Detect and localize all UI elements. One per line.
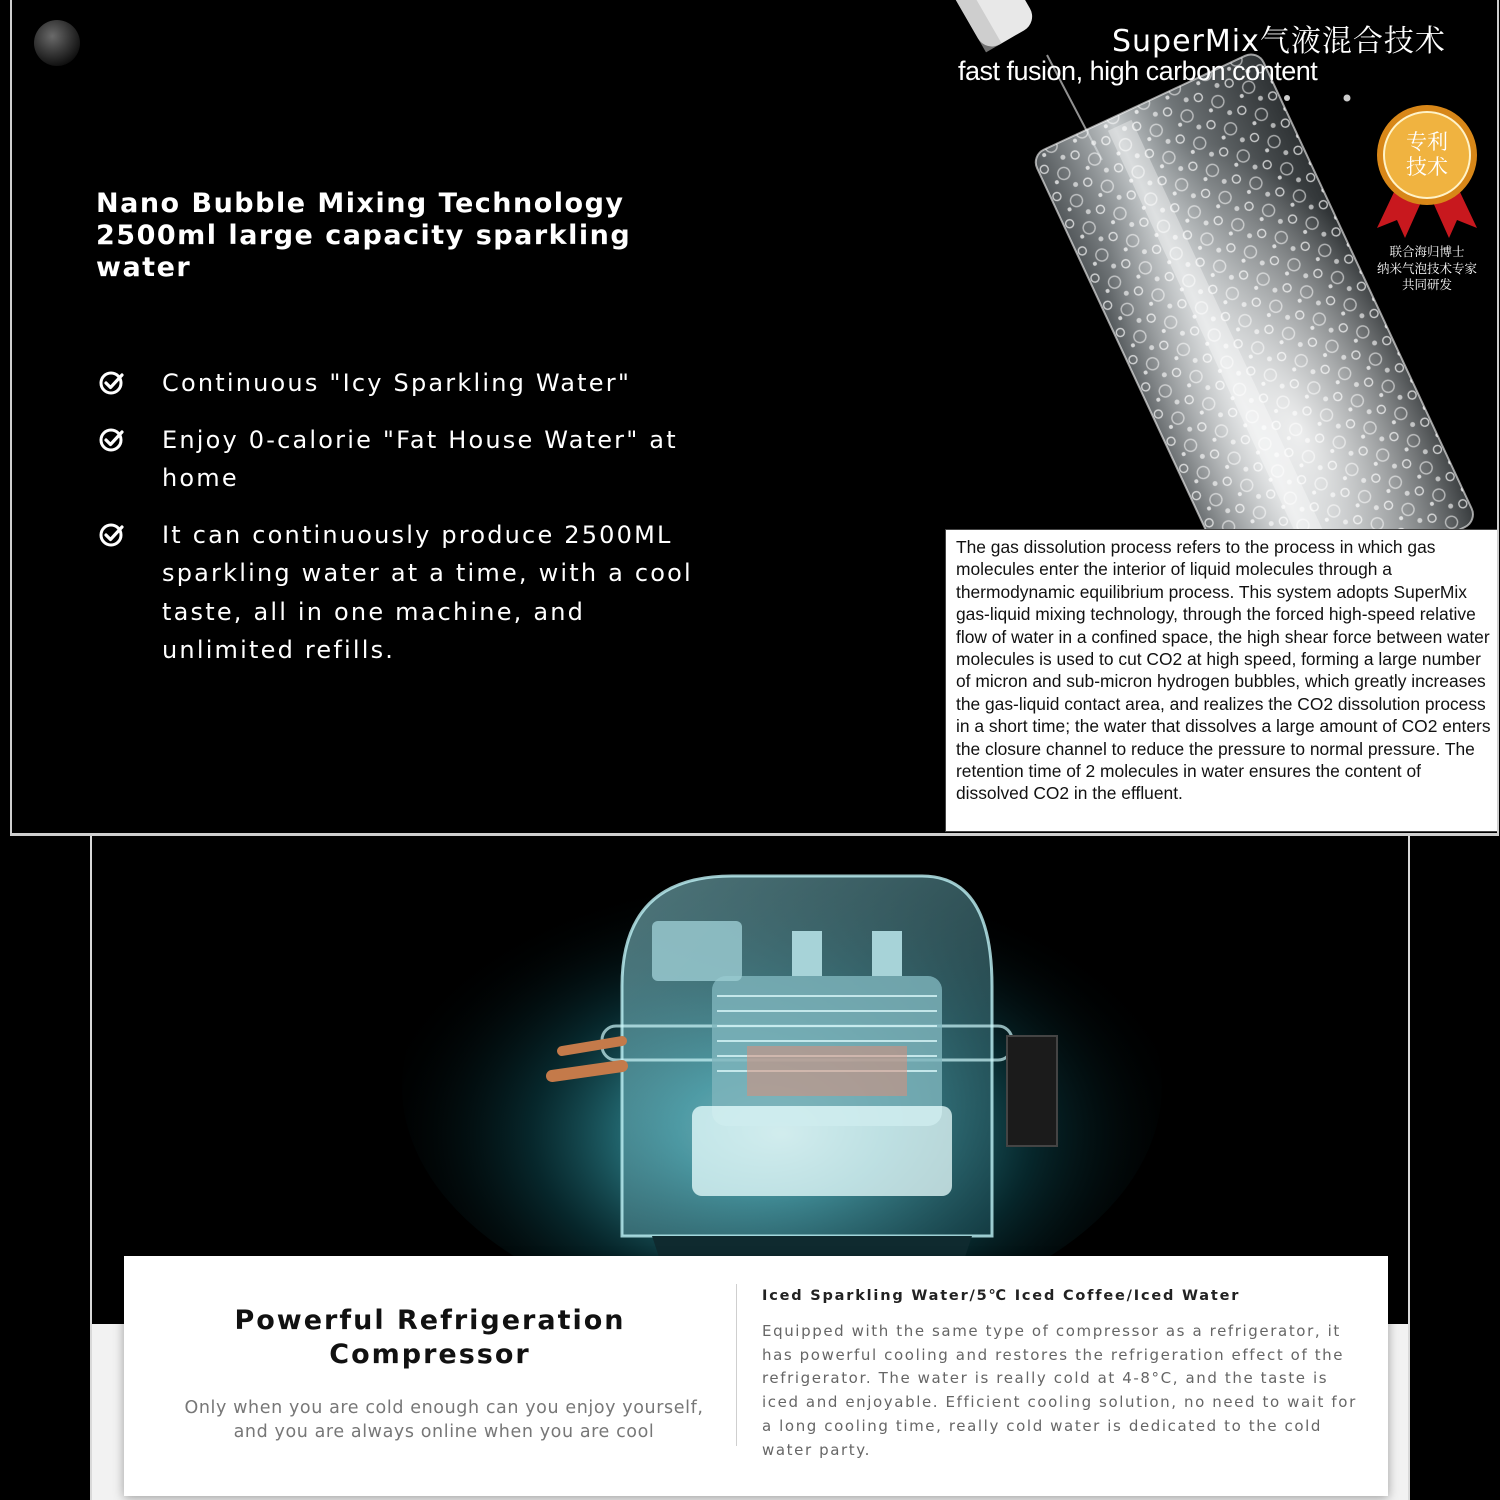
seal-caption bbox=[1352, 244, 1499, 294]
compressor-info-card bbox=[124, 1256, 1388, 1496]
seal-caption-line: 纳米气泡技术专家 bbox=[1376, 260, 1477, 276]
headline-line: Nano Bubble Mixing Technology bbox=[96, 188, 625, 219]
check-circle-icon bbox=[98, 426, 126, 454]
nano-bubble-headline bbox=[96, 188, 696, 284]
feature-item bbox=[98, 516, 708, 670]
tagline-line: Only when you are cold enough can you enjoy yourself, bbox=[184, 1398, 704, 1418]
seal-caption-line: 共同研发 bbox=[1401, 277, 1452, 292]
supermix-title: SuperMix气液混合技术 bbox=[1112, 24, 1446, 59]
feature-text: Enjoy 0-calorie "Fat House Water" at home bbox=[162, 425, 678, 492]
seal-label-line2: 技术 bbox=[1406, 155, 1448, 179]
title-line: Powerful Refrigeration bbox=[234, 1305, 626, 1336]
compressor-image bbox=[92, 836, 1410, 1266]
compressor-tagline bbox=[164, 1397, 724, 1444]
headline-line: water bbox=[96, 252, 192, 283]
tagline-line: and you are always online when you are cool bbox=[233, 1421, 655, 1442]
decorative-orb bbox=[34, 20, 80, 66]
feature-item bbox=[98, 364, 708, 403]
seal-caption-line: 联合海归博士 bbox=[1389, 244, 1465, 259]
feature-text: It can continuously produce 2500ML sparkling water at a time, with a cool taste, all in one machine, and unlimited refills. bbox=[162, 520, 693, 664]
seal-label-line1: 专利 bbox=[1406, 130, 1448, 154]
check-circle-icon bbox=[98, 369, 126, 397]
check-circle-icon bbox=[98, 521, 126, 549]
compressor-title bbox=[124, 1304, 736, 1372]
headline-line: 2500ml large capacity sparkling bbox=[96, 220, 632, 251]
description-text: The gas dissolution process refers to the process in which gas molecules enter the interior of liquid molecules through a thermodynamic equilibrium process. This system adopts SuperMix gas-liquid mixing technology, through the forced high-speed relative flow of water in a confined space, the high shear force between water molecules is used to cut CO2 at high speed, forming a large number of micron and sub-micron hydrogen bubbles, which greatly increases the gas-liquid contact area, and realizes the CO2 dissolution process in a short time; the water that dissolves a large amount of CO2 enters the closure channel to reduce the pressure to normal pressure. The retention time of 2 molecules in water ensures the content of dissolved CO2 in the effluent. bbox=[956, 537, 1491, 804]
patent-seal-icon bbox=[1367, 100, 1487, 240]
compressor-description: Equipped with the same type of compressor as a refrigerator, it has powerful cooling and restores the refrigeration effect of the refrigerator. The water is really cold at 4-8°C, and the taste is iced and enjoyable. Efficient cooling solution, no need to wait for a long cooling time, really cold water is dedicated to the cold water party. bbox=[762, 1322, 1357, 1459]
card-divider bbox=[736, 1284, 737, 1446]
title-line: Compressor bbox=[329, 1339, 531, 1370]
feature-text: Continuous "Icy Sparkling Water" bbox=[162, 369, 632, 397]
sparkling-feature-panel bbox=[10, 0, 1499, 836]
iced-drinks-heading: Iced Sparkling Water/5℃ Iced Coffee/Iced Water bbox=[762, 1288, 1241, 1304]
feature-item bbox=[98, 421, 708, 498]
gas-dissolution-description bbox=[945, 529, 1499, 832]
feature-list bbox=[98, 364, 708, 688]
supermix-subtitle: fast fusion, high carbon content bbox=[958, 56, 1318, 86]
